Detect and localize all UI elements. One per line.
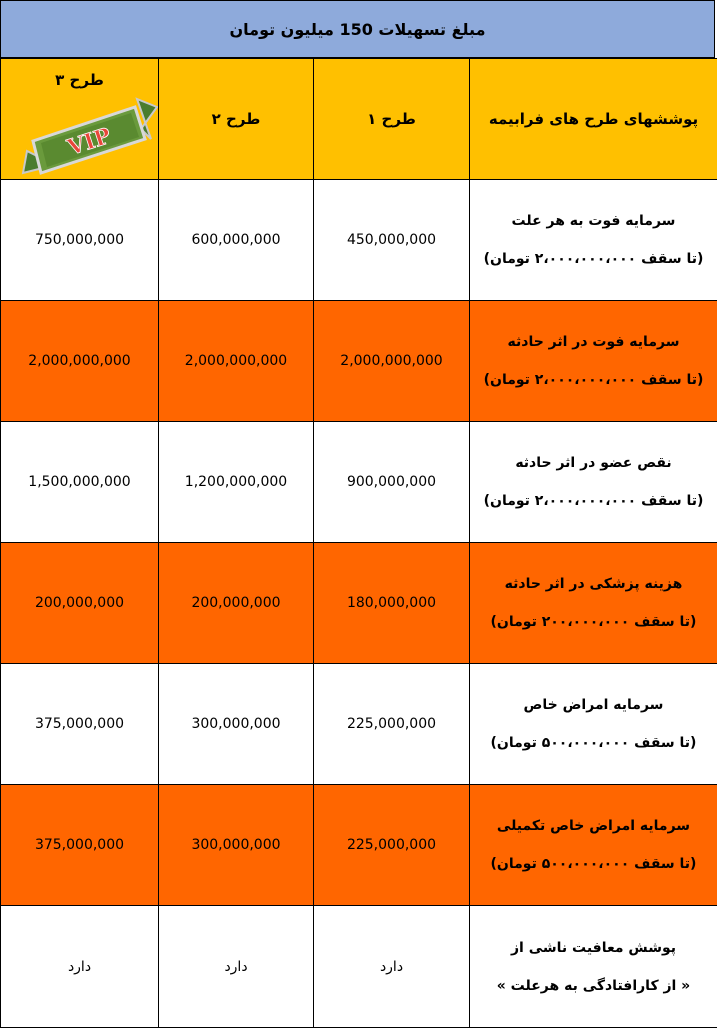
table-row (1, 785, 717, 906)
coverage-name: نقص عضو در اثر حادثه (470, 444, 717, 482)
plan-3-value: 375,000,000 (1, 785, 159, 906)
plan-1-value: 450,000,000 (314, 180, 470, 301)
coverage-name: سرمایه فوت در اثر حادثه (470, 323, 717, 361)
plan-2-value: 600,000,000 (159, 180, 314, 301)
plan-1-value: 180,000,000 (314, 543, 470, 664)
table-header-row (1, 59, 717, 180)
coverage-cap: (تا سقف ۵۰۰،۰۰۰،۰۰۰ تومان) (470, 724, 717, 762)
plan-3-value: دارد (1, 906, 159, 1028)
header-plan-3-label: طرح ۳ (1, 71, 158, 89)
coverage-cell (470, 422, 717, 543)
coverage-cap: (تا سقف ۲۰۰،۰۰۰،۰۰۰ تومان) (470, 603, 717, 641)
table-row (1, 543, 717, 664)
table-row (1, 664, 717, 785)
plan-2-value: 200,000,000 (159, 543, 314, 664)
plan-2-value: 300,000,000 (159, 664, 314, 785)
coverage-cap: « از کارافتادگی به هرعلت » (470, 967, 717, 1005)
coverage-name: هزینه پزشکی در اثر حادثه (470, 565, 717, 603)
coverage-name: سرمایه امراض خاص (470, 686, 717, 724)
coverage-cap: (تا سقف ۲،۰۰۰،۰۰۰،۰۰۰ تومان) (470, 361, 717, 399)
coverage-cell (470, 301, 717, 422)
coverage-cell (470, 906, 717, 1028)
header-coverage: پوششهای طرح های فرابیمه (470, 59, 717, 180)
plan-2-value: 1,200,000,000 (159, 422, 314, 543)
plan-3-value: 200,000,000 (1, 543, 159, 664)
plan-2-value: دارد (159, 906, 314, 1028)
coverage-cell (470, 664, 717, 785)
header-plan-2: طرح ۲ (159, 59, 314, 180)
coverage-cap: (تا سقف ۵۰۰،۰۰۰،۰۰۰ تومان) (470, 845, 717, 883)
coverage-cell (470, 180, 717, 301)
header-plan-3 (1, 59, 159, 180)
plan-3-value: 375,000,000 (1, 664, 159, 785)
plan-2-value: 300,000,000 (159, 785, 314, 906)
plan-3-value: 1,500,000,000 (1, 422, 159, 543)
coverage-cell (470, 785, 717, 906)
plan-1-value: دارد (314, 906, 470, 1028)
table-row (1, 180, 717, 301)
plan-2-value: 2,000,000,000 (159, 301, 314, 422)
page-title: مبلغ تسهیلات 150 میلیون تومان (0, 0, 715, 58)
coverage-cap: (تا سقف ۲،۰۰۰،۰۰۰،۰۰۰ تومان) (470, 240, 717, 278)
plan-1-value: 225,000,000 (314, 664, 470, 785)
plan-1-value: 900,000,000 (314, 422, 470, 543)
plan-3-value: 750,000,000 (1, 180, 159, 301)
coverage-cap: (تا سقف ۲،۰۰۰،۰۰۰،۰۰۰ تومان) (470, 482, 717, 520)
header-plan-1: طرح ۱ (314, 59, 470, 180)
table-row (1, 906, 717, 1028)
plan-3-value: 2,000,000,000 (1, 301, 159, 422)
plan-1-value: 225,000,000 (314, 785, 470, 906)
table-row (1, 301, 717, 422)
coverage-name: سرمایه امراض خاص تکمیلی (470, 807, 717, 845)
coverage-name: سرمایه فوت به هر علت (470, 202, 717, 240)
table-row (1, 422, 717, 543)
coverage-table (0, 58, 717, 1028)
coverage-cell (470, 543, 717, 664)
coverage-name: پوشش معافیت ناشی از (470, 929, 717, 967)
vip-badge-text: VIP (63, 123, 114, 162)
vip-ribbon-icon (19, 89, 159, 179)
plan-1-value: 2,000,000,000 (314, 301, 470, 422)
